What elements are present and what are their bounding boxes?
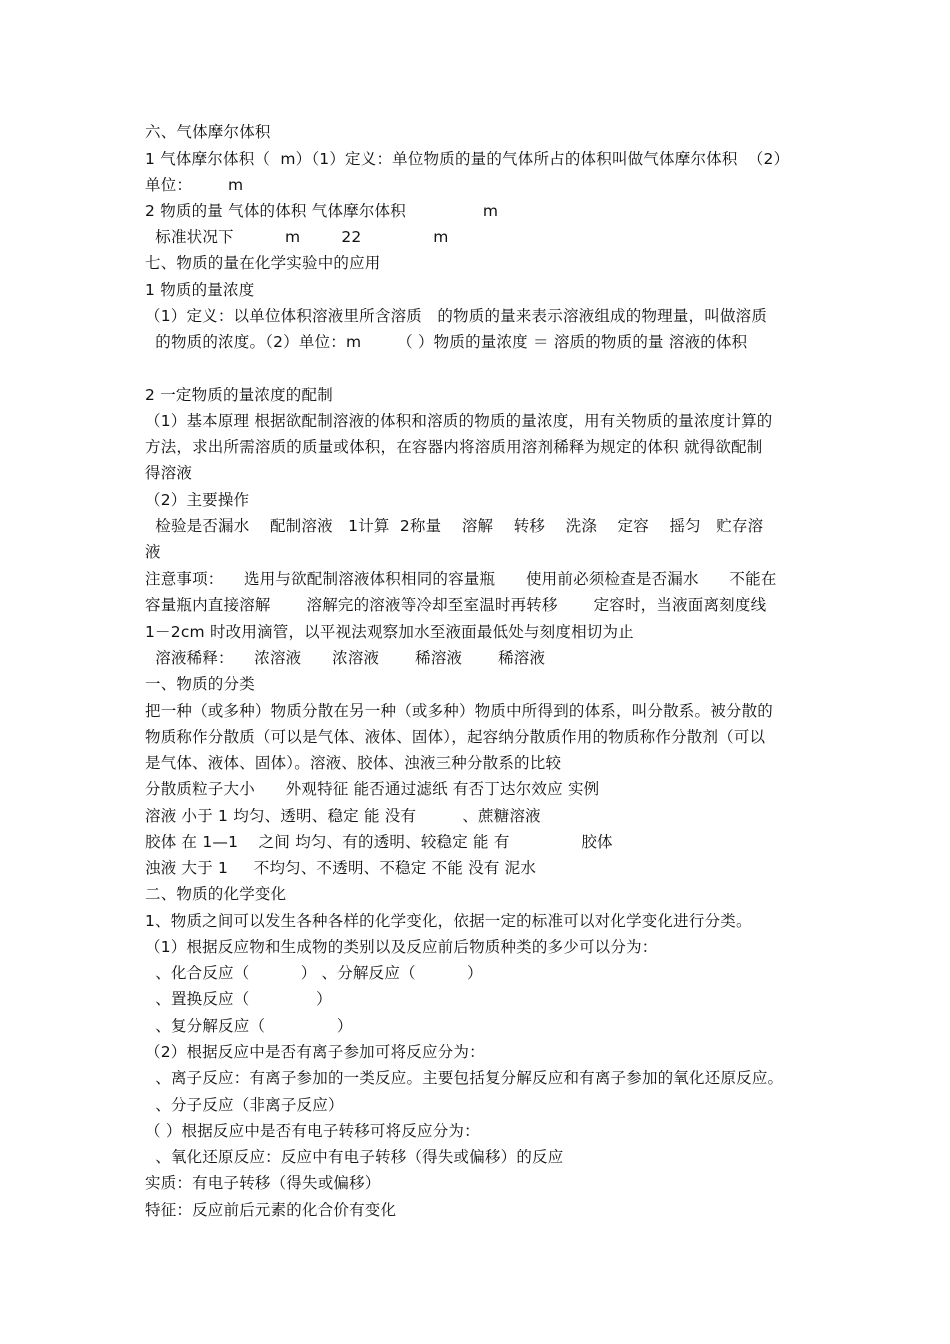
text-line: 溶液稀释： 浓溶液 浓溶液 稀溶液 稀溶液	[145, 649, 546, 667]
text-line: 单位： m	[145, 176, 244, 194]
text-line: 、分子反应（非离子反应）	[145, 1096, 344, 1114]
text-line: 把一种（或多种）物质分散在另一种（或多种）物质中所得到的体系，叫分散系。被分散的	[145, 702, 774, 720]
table-row: 溶液 小于 1 均匀、透明、稳定 能 没有 、蔗糖溶液	[145, 807, 541, 825]
heading-gas-molar-volume: 六、气体摩尔体积	[145, 123, 271, 141]
text-line: 1、物质之间可以发生各种各样的化学变化，依据一定的标准可以对化学变化进行分类。	[145, 912, 752, 930]
text-line: （1）定义：以单位体积溶液里所含溶质 的物质的量来表示溶液组成的物理量，叫做溶质	[145, 307, 768, 325]
table-header-row: 分散质粒子大小 外观特征 能否通过滤纸 有否丁达尔效应 实例	[145, 780, 600, 798]
text-line: 、复分解反应（ ）	[145, 1017, 353, 1035]
heading-application: 七、物质的量在化学实验中的应用	[145, 254, 381, 272]
text-line: 容量瓶内直接溶解 溶解完的溶液等冷却至室温时再转移 定容时，当液面离刻度线	[145, 596, 767, 614]
text-line: 是气体、液体、固体）。溶液、胶体、浊液三种分散系的比较	[145, 754, 562, 772]
table-row: 浊液 大于 1 不均匀、不透明、不稳定 不能 没有 泥水	[145, 859, 537, 877]
text-line: 、氧化还原反应：反应中有电子转移（得失或偏移）的反应	[145, 1148, 564, 1166]
heading-chemical-change: 二、物质的化学变化	[145, 885, 287, 903]
text-line: 检验是否漏水 配制溶液 1计算 2称量 溶解 转移 洗涤 定容 摇匀 贮存溶	[145, 517, 764, 535]
table-row: 胶体 在 1—1 之间 均匀、有的透明、较稳定 能 有 胶体	[145, 833, 613, 851]
text-line: 1－2cm 时改用滴管，以平视法观察加水至液面最低处与刻度相切为止	[145, 623, 634, 641]
text-line: （2）主要操作	[145, 491, 250, 509]
text-line: 液	[145, 543, 161, 561]
text-line: 方法，求出所需溶质的质量或体积，在容器内将溶质用溶剂稀释为规定的体积 就得欲配制	[145, 438, 763, 456]
text-line: 注意事项： 选用与欲配制溶液体积相同的容量瓶 使用前必须检查是否漏水 不能在	[145, 570, 777, 588]
text-line: 、置换反应（ ）	[145, 990, 332, 1008]
text-line: 2 一定物质的量浓度的配制	[145, 386, 333, 404]
text-line: 1 气体摩尔体积（ m）（1）定义：单位物质的量的气体所占的体积叫做气体摩尔体积 （2）	[145, 150, 790, 168]
text-line: 物质称作分散质（可以是气体、液体、固体），起容纳分散质作用的物质称作分散剂（可以	[145, 728, 766, 746]
text-line: 特征：反应前后元素的化合价有变化	[145, 1201, 397, 1219]
text-line: 1 物质的量浓度	[145, 281, 255, 299]
text-line: 实质：有电子转移（得失或偏移）	[145, 1174, 381, 1192]
text-line: （2）根据反应中是否有离子参加可将反应分为：	[145, 1043, 485, 1061]
text-line: （1）基本原理 根据欲配制溶液的体积和溶质的物质的量浓度，用有关物质的量浓度计算的	[145, 412, 773, 430]
text-line: 的物质的浓度。（2）单位：m （ ）物质的量浓度 ＝ 溶质的物质的量 溶液的体积	[145, 333, 748, 351]
text-line: （1）根据反应物和生成物的类别以及反应前后物质种类的多少可以分为：	[145, 938, 658, 956]
text-line: 、化合反应（ ） 、分解反应（ ）	[145, 964, 483, 982]
heading-classification: 一、物质的分类	[145, 675, 255, 693]
text-line: 标准状况下 m 22 m	[145, 228, 449, 246]
text-line: 得溶液	[145, 464, 193, 482]
text-line: 、离子反应：有离子参加的一类反应。主要包括复分解反应和有离子参加的氧化还原反应。	[145, 1069, 784, 1087]
text-line: 2 物质的量 气体的体积 气体摩尔体积 m	[145, 202, 499, 220]
text-line: （ ）根据反应中是否有电子转移可将反应分为：	[145, 1122, 480, 1140]
